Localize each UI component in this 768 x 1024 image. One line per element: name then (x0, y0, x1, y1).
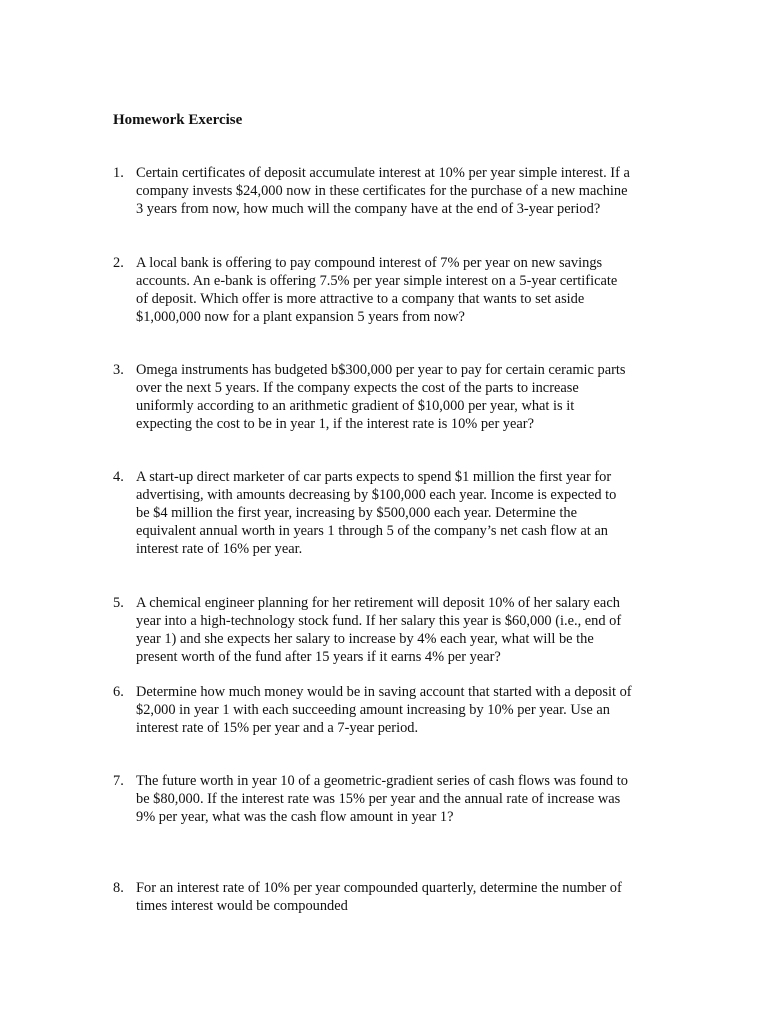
question-text (136, 772, 653, 826)
question-line: present worth of the fund after 15 years if it earns 4% per year? (136, 649, 501, 666)
question-line: $1,000,000 now for a plant expansion 5 years from now? (136, 309, 465, 326)
question-text (136, 361, 653, 433)
question-line: expecting the cost to be in year 1, if the interest rate is 10% per year? (136, 416, 534, 433)
question-line: $2,000 in year 1 with each succeeding amount increasing by 10% per year. Use an (136, 702, 610, 719)
question-line: interest rate of 16% per year. (136, 541, 303, 558)
question-number: 5. (113, 595, 124, 611)
question-line: company invests $24,000 now in these certificates for the purchase of a new machine (136, 183, 628, 200)
question-line: 3 years from now, how much will the company have at the end of 3-year period? (136, 201, 601, 218)
question-number: 4. (113, 469, 124, 485)
question-line: 9% per year, what was the cash flow amount in year 1? (136, 809, 454, 826)
question-number: 6. (113, 684, 124, 700)
question-line: be $4 million the first year, increasing by $500,000 each year. Determine the (136, 505, 577, 522)
question-text (136, 683, 653, 737)
question-line: Omega instruments has budgeted b$300,000 per year to pay for certain ceramic parts (136, 362, 626, 378)
question-line: over the next 5 years. If the company expects the cost of the parts to increase (136, 380, 579, 397)
question-line: Determine how much money would be in saving account that started with a deposit of (136, 684, 632, 700)
question-line: of deposit. Which offer is more attractive to a company that wants to set aside (136, 291, 585, 308)
question-line: year 1) and she expects her salary to increase by 4% each year, what will be the (136, 631, 594, 648)
question-line: year into a high-technology stock fund. If her salary this year is $60,000 (i.e., end of (136, 613, 622, 630)
question-5 (113, 594, 653, 666)
question-4 (113, 468, 653, 558)
question-line: be $80,000. If the interest rate was 15% per year and the annual rate of increase was (136, 791, 621, 808)
question-2 (113, 254, 653, 326)
question-6 (113, 683, 653, 737)
question-number: 8. (113, 880, 124, 896)
question-text (136, 254, 653, 326)
question-line: For an interest rate of 10% per year compounded quarterly, determine the number of (136, 880, 622, 896)
question-line: Certain certificates of deposit accumulate interest at 10% per year simple interest. If a (136, 165, 630, 181)
question-line: advertising, with amounts decreasing by $100,000 each year. Income is expected to (136, 487, 617, 504)
question-line: A local bank is offering to pay compound interest of 7% per year on new savings (136, 255, 603, 271)
question-text (136, 164, 653, 218)
question-text (136, 879, 653, 915)
question-8 (113, 879, 653, 915)
question-number: 1. (113, 165, 124, 181)
document-title: Homework Exercise (113, 112, 243, 128)
question-line: A start-up direct marketer of car parts expects to spend $1 million the first year for (136, 469, 612, 485)
question-1 (113, 164, 653, 218)
question-text (136, 594, 653, 666)
question-line: equivalent annual worth in years 1 through 5 of the company’s net cash flow at an (136, 523, 608, 540)
question-line: times interest would be compounded (136, 898, 348, 915)
question-line: The future worth in year 10 of a geometric-gradient series of cash flows was found to (136, 773, 628, 789)
question-3 (113, 361, 653, 433)
question-7 (113, 772, 653, 826)
question-text (136, 468, 653, 558)
question-number: 2. (113, 255, 124, 271)
question-line: interest rate of 15% per year and a 7-year period. (136, 720, 419, 737)
question-line: accounts. An e-bank is offering 7.5% per year simple interest on a 5-year certificate (136, 273, 618, 290)
question-line: uniformly according to an arithmetic gradient of $10,000 per year, what is it (136, 398, 575, 415)
question-number: 7. (113, 773, 124, 789)
question-number: 3. (113, 362, 124, 378)
question-line: A chemical engineer planning for her retirement will deposit 10% of her salary each (136, 595, 620, 611)
